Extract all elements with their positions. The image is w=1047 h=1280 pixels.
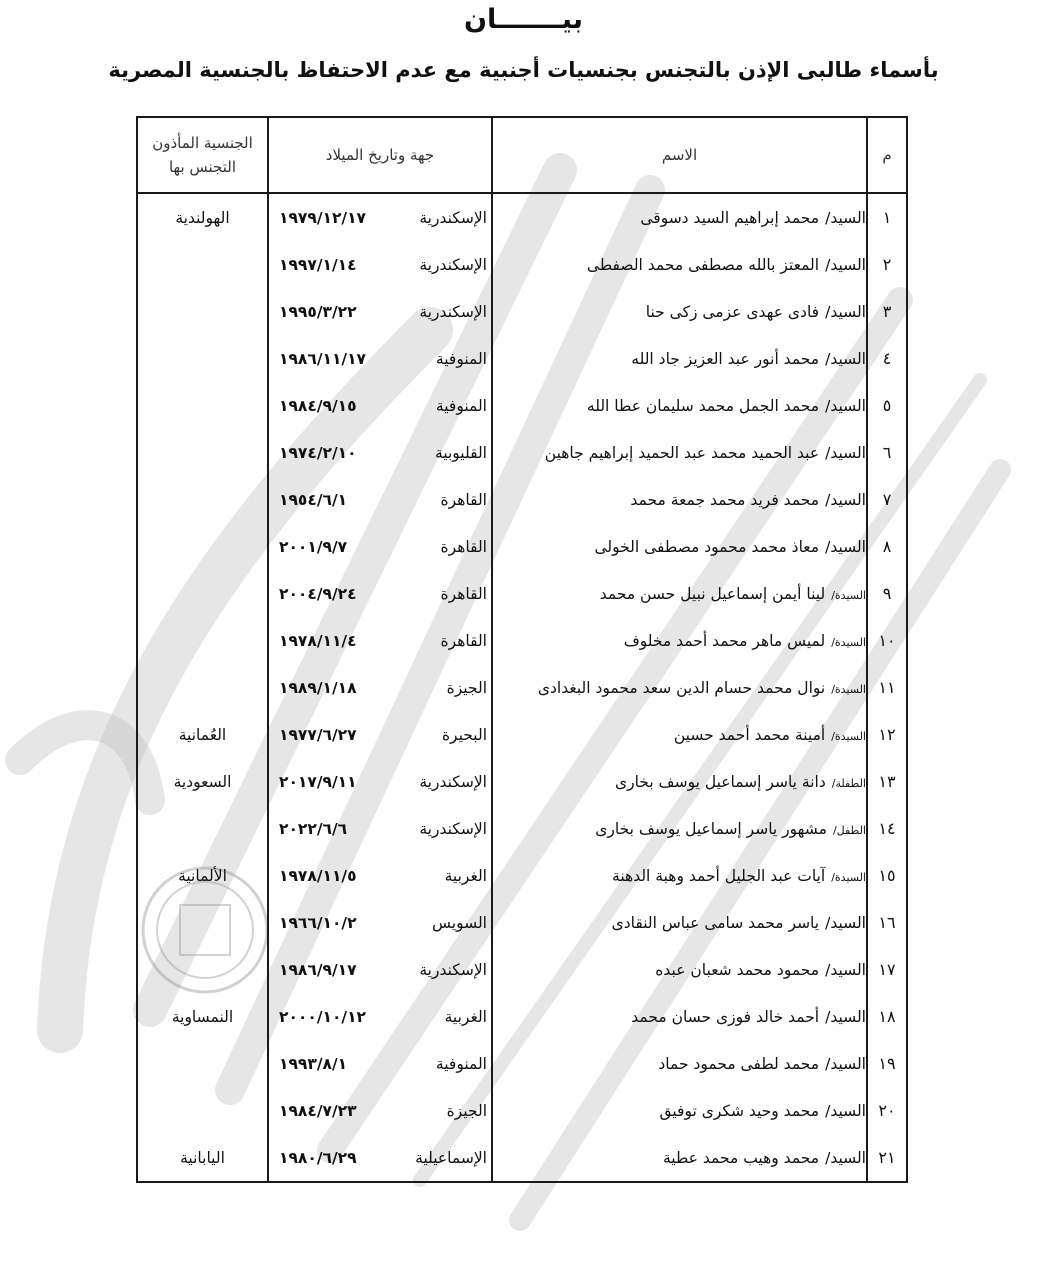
row-nationality: [137, 429, 268, 476]
row-birth-place: المنوفية: [435, 396, 487, 415]
row-name-cell: [492, 523, 867, 570]
row-nationality: النمساوية: [171, 1007, 234, 1026]
row-name: مشهور ياسر إسماعيل يوسف بخارى: [595, 819, 827, 838]
row-name-cell: [492, 1040, 867, 1087]
row-name: آيات عبد الجليل أحمد وهبة الدهنة: [612, 866, 826, 885]
row-number: ٢: [867, 241, 907, 288]
row-number: ١١: [867, 664, 907, 711]
row-name: فادى عهدى عزمى زكى حنا: [645, 302, 820, 321]
row-birth-cell: [268, 664, 492, 711]
row-title: السيدة/: [831, 635, 866, 649]
row-birth-cell: [268, 570, 492, 617]
row-birth-place: السويس: [432, 913, 487, 932]
row-birth-date: ١٩٨٦/١١/١٧: [279, 349, 367, 368]
row-title: السيدة/: [831, 588, 866, 602]
row-birth-cell: [268, 805, 492, 852]
document-subtitle: بأسماء طالبى الإذن بالتجنس بجنسيات أجنبية مع عدم الاحتفاظ بالجنسية المصرية: [108, 58, 939, 82]
row-birth-cell: [268, 852, 492, 899]
row-title: السيد/: [825, 1148, 866, 1167]
row-name-cell: [492, 617, 867, 664]
row-name: محمد أنور عبد العزيز جاد الله: [631, 349, 820, 368]
table-row: [137, 664, 907, 711]
row-title: السيد/: [825, 1007, 866, 1026]
row-name-cell: [492, 758, 867, 805]
row-name-cell: [492, 993, 867, 1040]
row-name-cell: [492, 1134, 867, 1182]
row-title: السيد/: [825, 490, 866, 509]
row-name-cell: [492, 570, 867, 617]
row-birth-date: ١٩٩٥/٣/٢٢: [279, 302, 357, 321]
row-birth-cell: [268, 758, 492, 805]
table-row: [137, 288, 907, 335]
row-nationality: [137, 664, 268, 711]
applicants-table: [136, 116, 908, 1183]
row-birth-place: الجيزة: [446, 678, 487, 697]
row-name: محمد الجمل محمد سليمان عطا الله: [586, 396, 820, 415]
row-name: محمد إبراهيم السيد دسوقى: [640, 208, 820, 227]
row-name: نوال محمد حسام الدين سعد محمود البغدادى: [537, 678, 826, 697]
row-nationality: [137, 241, 268, 288]
row-title: الطفل/: [832, 823, 866, 837]
row-number: ١٢: [867, 711, 907, 758]
row-number: ١٥: [867, 852, 907, 899]
row-nationality: السعودية: [173, 772, 232, 791]
row-nationality: العُمانية: [178, 725, 227, 744]
row-birth-date: ١٩٧٧/٦/٢٧: [279, 725, 357, 744]
row-nationality: [137, 899, 268, 946]
row-birth-cell: [268, 993, 492, 1040]
row-birth-place: القاهرة: [440, 490, 487, 509]
row-nationality: [137, 382, 268, 429]
row-birth-date: ١٩٩٣/٨/١: [279, 1054, 348, 1073]
row-nationality: [137, 617, 268, 664]
table-row: [137, 758, 907, 805]
row-number: ٣: [867, 288, 907, 335]
row-birth-place: البحيرة: [441, 725, 487, 744]
row-birth-date: ١٩٧٨/١١/٥: [279, 866, 357, 885]
row-birth-place: الإسكندرية: [419, 819, 487, 838]
row-nationality: [137, 1040, 268, 1087]
table-row: [137, 382, 907, 429]
row-birth-place: الإسكندرية: [419, 208, 487, 227]
row-number: ١٠: [867, 617, 907, 664]
header-name: الاسم: [492, 117, 867, 193]
row-birth-cell: [268, 899, 492, 946]
table-row: [137, 899, 907, 946]
table-row: [137, 193, 907, 241]
row-birth-cell: [268, 711, 492, 758]
table-row: [137, 570, 907, 617]
row-name-cell: [492, 805, 867, 852]
row-birth-place: الجيزة: [446, 1101, 487, 1120]
row-title: السيد/: [825, 255, 866, 274]
row-name-cell: [492, 382, 867, 429]
row-number: ٧: [867, 476, 907, 523]
row-birth-date: ١٩٧٨/١١/٤: [279, 631, 357, 650]
row-birth-date: ١٩٧٤/٢/١٠: [279, 443, 357, 462]
row-birth-date: ٢٠٠٤/٩/٢٤: [279, 584, 357, 603]
row-number: ٢٠: [867, 1087, 907, 1134]
row-birth-date: ٢٠٠١/٩/٧: [279, 537, 348, 556]
row-name-cell: [492, 429, 867, 476]
table-header-row: [137, 117, 907, 193]
row-birth-place: القاهرة: [440, 631, 487, 650]
row-title: السيدة/: [831, 729, 866, 743]
row-title: السيد/: [825, 960, 866, 979]
row-birth-cell: [268, 946, 492, 993]
row-birth-date: ١٩٨٠/٦/٢٩: [279, 1148, 357, 1167]
table-row: [137, 1087, 907, 1134]
row-name: أمينة محمد أحمد حسين: [673, 725, 826, 744]
row-nationality: الهولندية: [175, 208, 230, 227]
row-number: ١٧: [867, 946, 907, 993]
table-row: [137, 476, 907, 523]
row-nationality: الألمانية: [178, 866, 227, 885]
row-name: لينا أيمن إسماعيل نبيل حسن محمد: [599, 584, 826, 603]
row-birth-place: القليوبية: [435, 443, 487, 462]
row-birth-date: ١٩٨٩/١/١٨: [279, 678, 357, 697]
header-nationality: الجنسية المأذون التجنس بها: [137, 117, 268, 193]
row-number: ٢١: [867, 1134, 907, 1182]
row-title: الطفلة/: [831, 776, 866, 790]
row-name-cell: [492, 899, 867, 946]
row-birth-date: ٢٠٢٢/٦/٦: [279, 819, 348, 838]
row-birth-cell: [268, 1087, 492, 1134]
table-row: [137, 1134, 907, 1182]
row-birth-place: الإسكندرية: [419, 772, 487, 791]
row-title: السيد/: [825, 396, 866, 415]
row-birth-date: ١٩٨٤/٧/٢٣: [279, 1101, 357, 1120]
row-number: ٦: [867, 429, 907, 476]
row-number: ١٦: [867, 899, 907, 946]
table-row: [137, 993, 907, 1040]
row-birth-cell: [268, 476, 492, 523]
row-nationality: [137, 523, 268, 570]
row-birth-place: الغربية: [444, 1007, 487, 1026]
table-row: [137, 617, 907, 664]
row-name: محمد وحيد شكرى توفيق: [659, 1101, 820, 1120]
row-birth-cell: [268, 1134, 492, 1182]
row-name-cell: [492, 852, 867, 899]
row-title: السيد/: [825, 208, 866, 227]
row-nationality: [137, 946, 268, 993]
header-birth: جهة وتاريخ الميلاد: [268, 117, 492, 193]
table-row: [137, 429, 907, 476]
row-name: محمود محمد شعبان عبده: [655, 960, 820, 979]
row-nationality: اليابانية: [180, 1148, 225, 1167]
row-title: السيد/: [825, 349, 866, 368]
row-birth-date: ١٩٦٦/١٠/٢: [279, 913, 357, 932]
table-row: [137, 805, 907, 852]
row-birth-date: ١٩٨٤/٩/١٥: [279, 396, 357, 415]
row-name-cell: [492, 476, 867, 523]
row-birth-place: الإسكندرية: [419, 255, 487, 274]
row-name-cell: [492, 711, 867, 758]
row-number: ٨: [867, 523, 907, 570]
row-birth-date: ١٩٥٤/٦/١: [279, 490, 348, 509]
row-birth-date: ١٩٩٧/١/١٤: [279, 255, 357, 274]
row-name: أحمد خالد فوزى حسان محمد: [631, 1007, 820, 1026]
table-row: [137, 711, 907, 758]
document-title: بيـــــــان: [464, 4, 583, 35]
row-birth-place: الإسماعيلية: [415, 1148, 487, 1167]
row-name-cell: [492, 946, 867, 993]
table-row: [137, 852, 907, 899]
row-birth-place: الغربية: [444, 866, 487, 885]
row-number: ١٤: [867, 805, 907, 852]
table-row: [137, 241, 907, 288]
row-name-cell: [492, 241, 867, 288]
row-title: السيد/: [825, 1054, 866, 1073]
row-number: ١٣: [867, 758, 907, 805]
row-birth-cell: [268, 382, 492, 429]
row-birth-place: المنوفية: [435, 1054, 487, 1073]
row-title: السيدة/: [831, 870, 866, 884]
row-birth-cell: [268, 523, 492, 570]
row-name: محمد فريد محمد جمعة محمد: [630, 490, 820, 509]
row-title: السيد/: [825, 302, 866, 321]
row-number: ١٨: [867, 993, 907, 1040]
row-number: ١٩: [867, 1040, 907, 1087]
row-nationality: [137, 335, 268, 382]
row-nationality: [137, 476, 268, 523]
row-title: السيدة/: [831, 682, 866, 696]
row-name-cell: [492, 335, 867, 382]
row-birth-cell: [268, 193, 492, 241]
row-birth-date: ٢٠٠٠/١٠/١٢: [279, 1007, 367, 1026]
row-number: ٩: [867, 570, 907, 617]
row-birth-date: ٢٠١٧/٩/١١: [279, 772, 357, 791]
row-name: عبد الحميد محمد عبد الحميد إبراهيم جاهين: [544, 443, 820, 462]
row-name-cell: [492, 664, 867, 711]
row-number: ٤: [867, 335, 907, 382]
row-name: محمد وهيب محمد عطية: [662, 1148, 820, 1167]
row-nationality: [137, 1087, 268, 1134]
row-name: دانة ياسر إسماعيل يوسف بخارى: [614, 772, 826, 791]
row-title: السيد/: [825, 1101, 866, 1120]
row-birth-place: المنوفية: [435, 349, 487, 368]
row-birth-place: الإسكندرية: [419, 302, 487, 321]
row-name: معاذ محمد محمود مصطفى الخولى: [594, 537, 820, 556]
row-title: السيد/: [825, 913, 866, 932]
table-row: [137, 1040, 907, 1087]
row-name: محمد لطفى محمود حماد: [658, 1054, 820, 1073]
table-row: [137, 335, 907, 382]
row-nationality: [137, 805, 268, 852]
row-name-cell: [492, 1087, 867, 1134]
table-row: [137, 946, 907, 993]
table-row: [137, 523, 907, 570]
row-birth-date: ١٩٧٩/١٢/١٧: [279, 208, 367, 227]
row-birth-place: الإسكندرية: [419, 960, 487, 979]
row-birth-cell: [268, 335, 492, 382]
row-title: السيد/: [825, 537, 866, 556]
row-name-cell: [492, 193, 867, 241]
row-name: ياسر محمد سامى عباس النقادى: [611, 913, 820, 932]
row-nationality: [137, 288, 268, 335]
row-number: ١: [867, 193, 907, 241]
row-birth-cell: [268, 1040, 492, 1087]
header-number: م: [867, 117, 907, 193]
row-birth-cell: [268, 241, 492, 288]
row-birth-place: القاهرة: [440, 537, 487, 556]
row-number: ٥: [867, 382, 907, 429]
row-name: المعتز بالله مصطفى محمد الصفطى: [586, 255, 820, 274]
row-name: لميس ماهر محمد أحمد مخلوف: [623, 631, 826, 650]
row-birth-date: ١٩٨٦/٩/١٧: [279, 960, 357, 979]
row-birth-cell: [268, 429, 492, 476]
row-name-cell: [492, 288, 867, 335]
row-birth-cell: [268, 288, 492, 335]
row-birth-cell: [268, 617, 492, 664]
table-body: [137, 193, 907, 1182]
row-title: السيد/: [825, 443, 866, 462]
row-birth-place: القاهرة: [440, 584, 487, 603]
row-nationality: [137, 570, 268, 617]
